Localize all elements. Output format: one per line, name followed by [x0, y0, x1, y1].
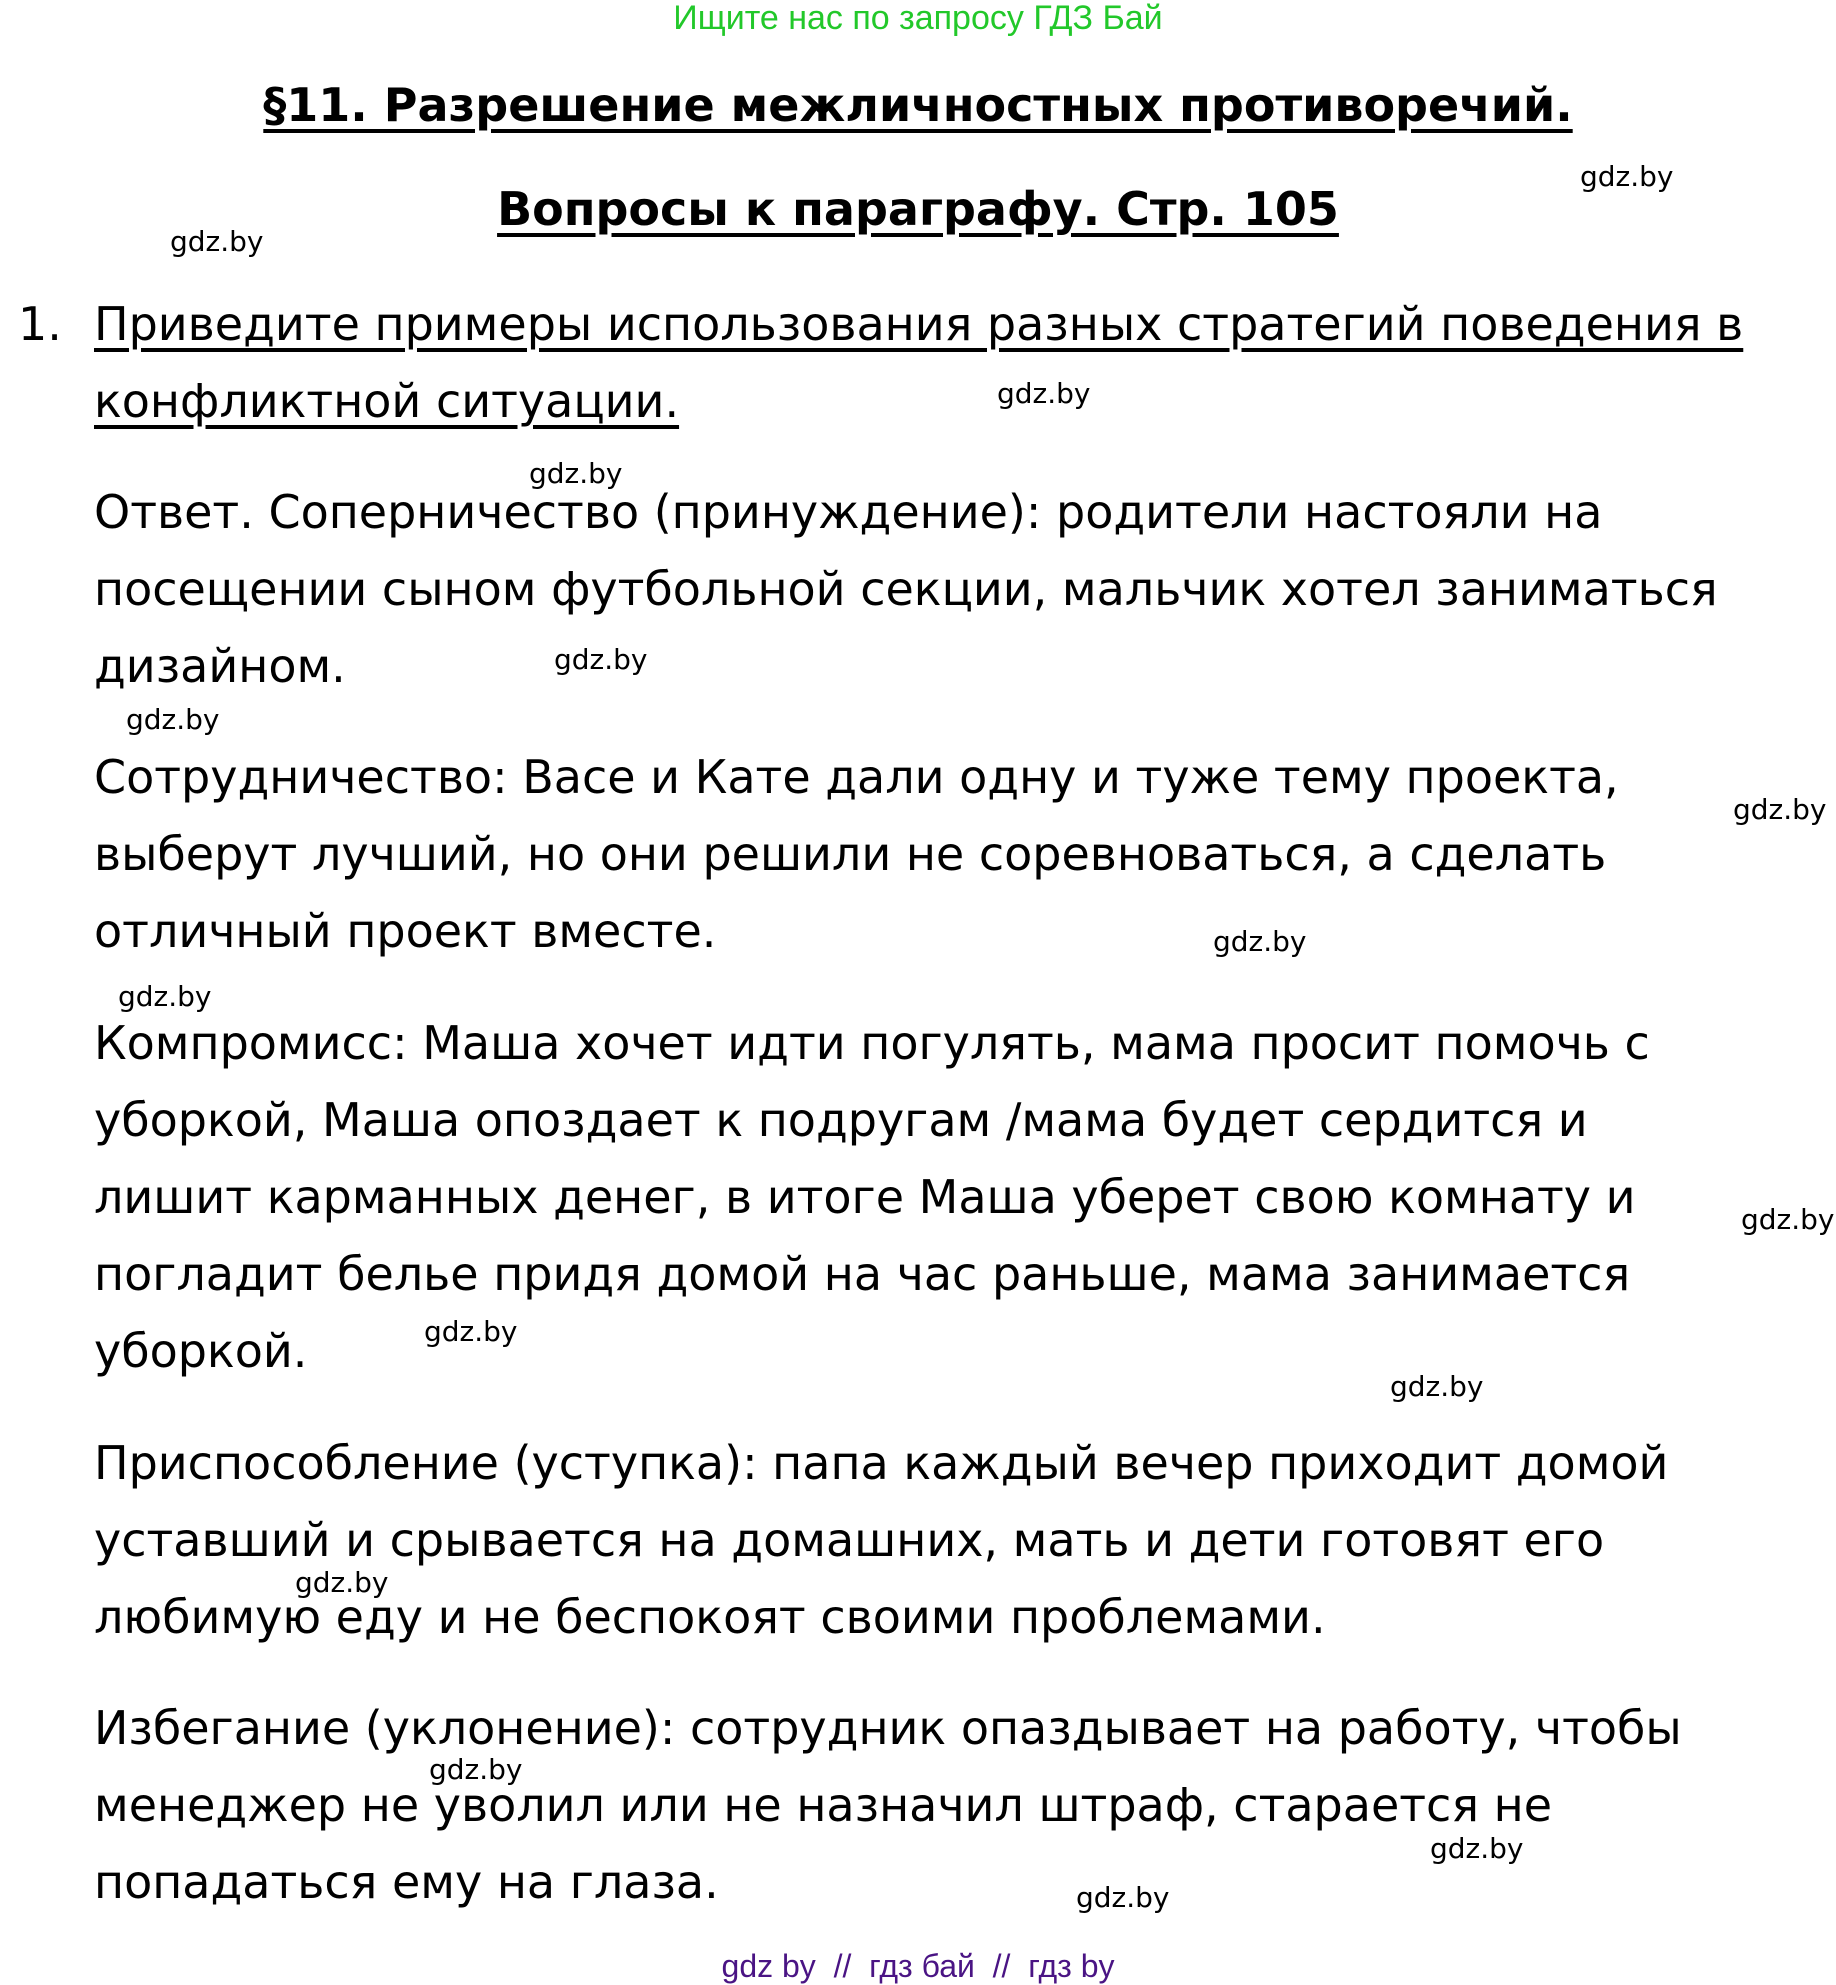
watermark: gdz.by [554, 643, 648, 676]
answer-line: уборкой, Маша опоздает к подругам /мама будет сердится и [94, 1093, 1588, 1147]
answer-line: Избегание (уклонение): сотрудник опаздывает на работу, чтобы [94, 1701, 1682, 1755]
answer-line: уставший и срывается на домашних, мать и дети готовят его [94, 1513, 1605, 1567]
page-subtitle: Вопросы к параграфу. Стр. 105 [497, 182, 1339, 236]
watermark: gdz.by [295, 1566, 389, 1599]
answer-line: уборкой. [94, 1324, 308, 1378]
question-line: конфликтной ситуации. [94, 374, 680, 428]
answer-line: Компромисс: Маша хочет идти погулять, мама просит помочь с [94, 1016, 1650, 1070]
answer-line: отличный проект вместе. [94, 904, 717, 958]
watermark: gdz.by [997, 377, 1091, 410]
answer-line: менеджер не уволил или не назначил штраф, старается не [94, 1778, 1553, 1832]
watermark: gdz.by [1733, 793, 1827, 826]
answer-line: дизайном. [94, 639, 346, 693]
watermark: gdz.by [170, 225, 264, 258]
watermark: gdz.by [1076, 1881, 1170, 1914]
watermark: gdz.by [1741, 1203, 1835, 1236]
answer-line: погладит белье придя домой на час раньше, мама занимается [94, 1247, 1631, 1301]
answer-line: попадаться ему на глаза. [94, 1855, 719, 1909]
watermark: gdz.by [1430, 1832, 1524, 1865]
answer-line: выберут лучший, но они решили не соревноваться, а сделать [94, 827, 1607, 881]
watermark: gdz.by [529, 457, 623, 490]
watermark: gdz.by [1213, 925, 1307, 958]
search-banner[interactable]: Ищите нас по запросу ГДЗ Бай [673, 0, 1163, 37]
answer-line: посещении сыном футбольной секции, мальчик хотел заниматься [94, 562, 1718, 616]
watermark: gdz.by [1580, 160, 1674, 193]
answer-line: лишит карманных денег, в итоге Маша уберет свою комнату и [94, 1170, 1636, 1224]
answer-line: Ответ. Соперничество (принуждение): родители настояли на [94, 485, 1603, 539]
watermark: gdz.by [1390, 1370, 1484, 1403]
answer-line: Приспособление (уступка): папа каждый вечер приходит домой [94, 1436, 1669, 1490]
answer-line: любимую еду и не беспокоят своими проблемами. [94, 1590, 1326, 1644]
page-title: §11. Разрешение межличностных противоречий. [263, 78, 1573, 132]
question-line: Приведите примеры использования разных стратегий поведения в [94, 297, 1744, 351]
watermark: gdz.by [424, 1315, 518, 1348]
question-number: 1. [18, 297, 62, 351]
answer-line: Сотрудничество: Васе и Кате дали одну и туже тему проекта, [94, 750, 1619, 804]
watermark: gdz.by [429, 1753, 523, 1786]
footer-links[interactable]: gdz by // гдз бай // гдз by [721, 1948, 1115, 1984]
watermark: gdz.by [126, 703, 220, 736]
watermark: gdz.by [118, 980, 212, 1013]
